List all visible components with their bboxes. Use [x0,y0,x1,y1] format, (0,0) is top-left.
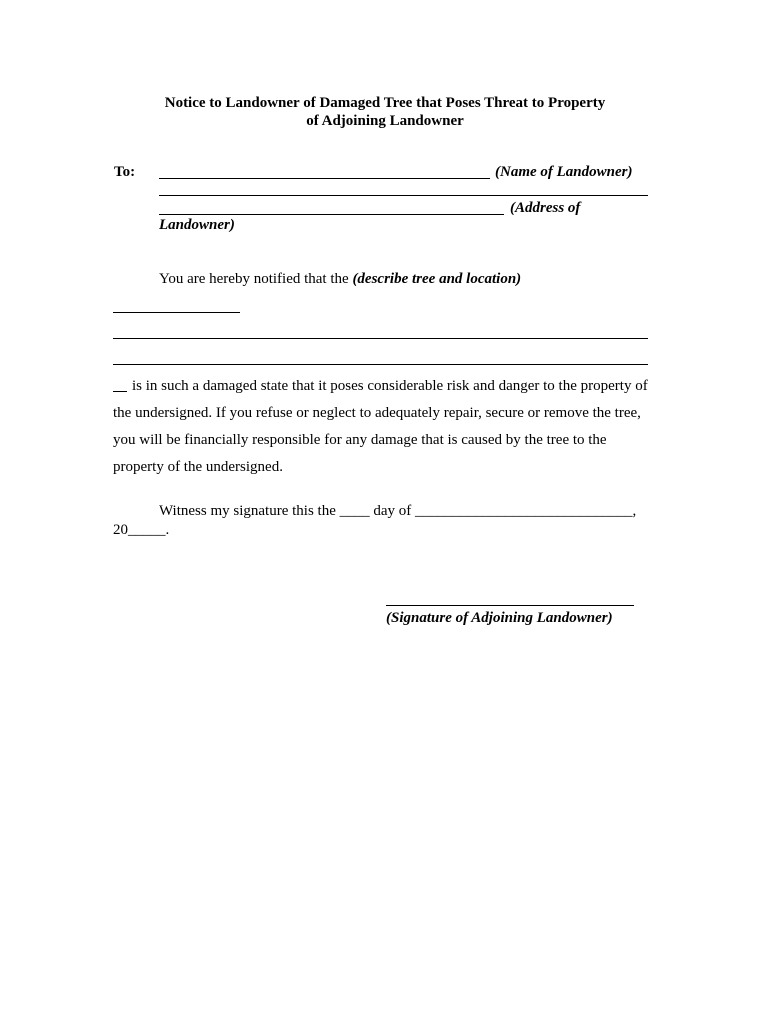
to-label: To: [114,164,136,180]
witness-line-1: Witness my signature this the ____ day of _____________________________, [159,503,637,519]
description-blank-line-2 [113,338,648,339]
address-blank-line-2 [159,214,504,215]
notice-intro-text: You are hereby notified that the [159,271,353,287]
notice-intro [159,271,521,288]
signature-blank [386,605,634,606]
description-blank-line-3 [113,364,648,365]
document-title-line-1: Notice to Landowner of Damaged Tree that Poses Threat to Property [164,95,606,111]
address-of-label: (Address of [510,200,581,216]
description-blank-end [113,391,127,392]
name-of-landowner-label: (Name of Landowner) [495,164,633,180]
signature-label: (Signature of Adjoining Landowner) [386,610,613,626]
body-line-1: is in such a damaged state that it poses considerable risk and danger to the property of [132,378,648,394]
description-blank-line-1 [113,312,240,313]
document-title-line-2: of Adjoining Landowner [306,113,464,129]
witness-line-2: 20_____. [113,522,170,538]
describe-tree-label: (describe tree and location) [352,271,522,287]
landowner-label-continued: Landowner) [159,217,235,233]
landowner-name-blank [159,178,490,179]
address-blank-line-1 [159,195,648,196]
body-line-4: property of the undersigned. [113,459,283,475]
body-line-2: the undersigned. If you refuse or neglect to adequately repair, secure or remove the tree, [113,405,641,421]
body-line-3: you will be financially responsible for any damage that is caused by the tree to the [113,432,607,448]
